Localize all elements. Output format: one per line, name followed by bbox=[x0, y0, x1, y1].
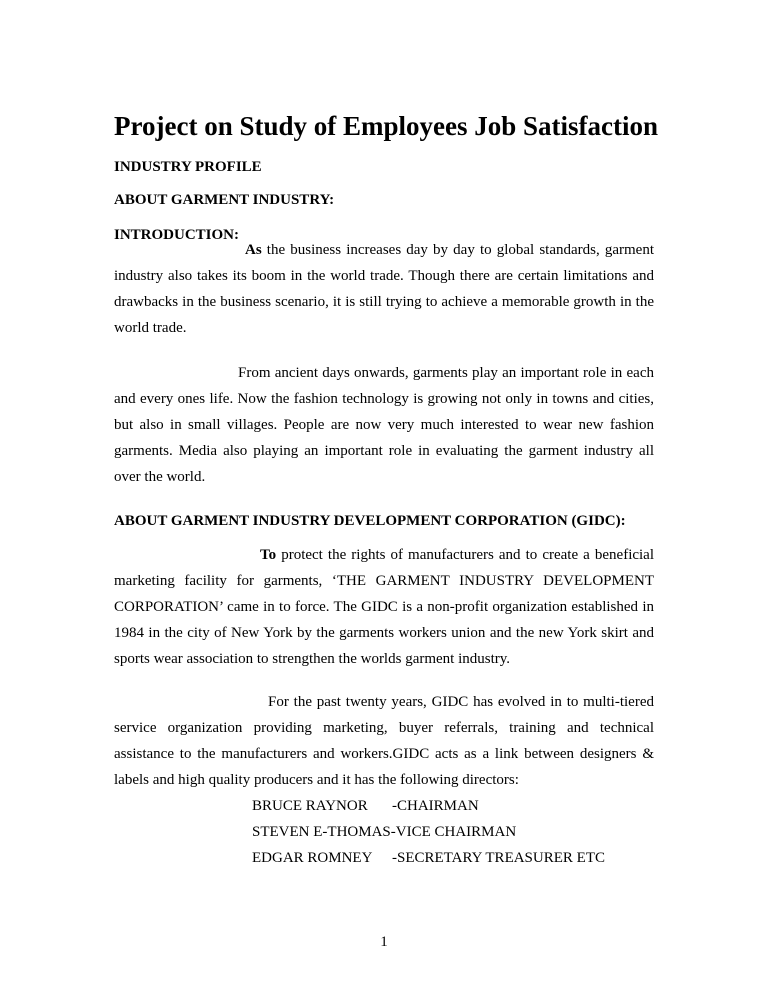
director-name: EDGAR ROMNEY bbox=[252, 850, 373, 866]
intro-paragraph-1-lead: As bbox=[245, 242, 262, 258]
intro-paragraph-2 bbox=[114, 360, 654, 490]
document-title: Project on Study of Employees Job Satisfaction bbox=[114, 111, 658, 141]
subheading-introduction: INTRODUCTION: bbox=[114, 227, 240, 243]
page-number: 1 bbox=[380, 934, 388, 950]
director-row bbox=[252, 797, 479, 815]
director-role: -SECRETARY TREASURER ETC bbox=[392, 850, 605, 866]
gidc-paragraph-2 bbox=[114, 689, 654, 793]
intro-paragraph-1-text: the business increases day by day to global standards, garment industry also takes its boom in the world trade. Though there are certain limitations and drawbacks in the business scenario, it is still trying to achieve a memorable growth in the world trade. bbox=[114, 242, 655, 336]
director-role: -VICE CHAIRMAN bbox=[390, 824, 517, 840]
gidc-paragraph-1-lead: To bbox=[260, 547, 277, 563]
director-row bbox=[252, 823, 516, 841]
gidc-paragraph-1 bbox=[114, 542, 654, 672]
subheading-about-garment-industry: ABOUT GARMENT INDUSTRY: bbox=[114, 192, 335, 208]
gidc-paragraph-2-text: For the past twenty years, GIDC has evolved in to multi-tiered service organization providing marketing, buyer referrals, training and technical assistance to the manufacturers and workers.GIDC acts as a link between designers & labels and high quality producers and it has the following directors: bbox=[114, 694, 654, 788]
director-name: BRUCE RAYNOR bbox=[252, 798, 368, 814]
director-row bbox=[252, 849, 605, 867]
subheading-about-gidc: ABOUT GARMENT INDUSTRY DEVELOPMENT CORPORATION (GIDC): bbox=[114, 513, 626, 529]
director-role: -CHAIRMAN bbox=[392, 798, 479, 814]
section-heading-industry-profile: INDUSTRY PROFILE bbox=[114, 159, 262, 175]
director-name: STEVEN E-THOMAS bbox=[252, 824, 391, 840]
gidc-paragraph-1-text: protect the rights of manufacturers and to create a beneficial marketing facility for garments, ‘THE GARMENT INDUSTRY DEVELOPMENT CORPORATION’ came in to force. The GIDC is a non-profit organization established in 1984 in the city of New York by the garments workers union and the new York skirt and sports wear association to strengthen the worlds garment industry. bbox=[114, 547, 655, 667]
intro-paragraph-2-text: From ancient days onwards, garments play an important role in each and every ones life. Now the fashion technology is growing not only in towns and cities, but also in small villages. People are now very much interested to wear new fashion garments. Media also playing an important role in evaluating the garment industry all over the world. bbox=[114, 365, 654, 485]
intro-paragraph-1 bbox=[114, 237, 654, 341]
